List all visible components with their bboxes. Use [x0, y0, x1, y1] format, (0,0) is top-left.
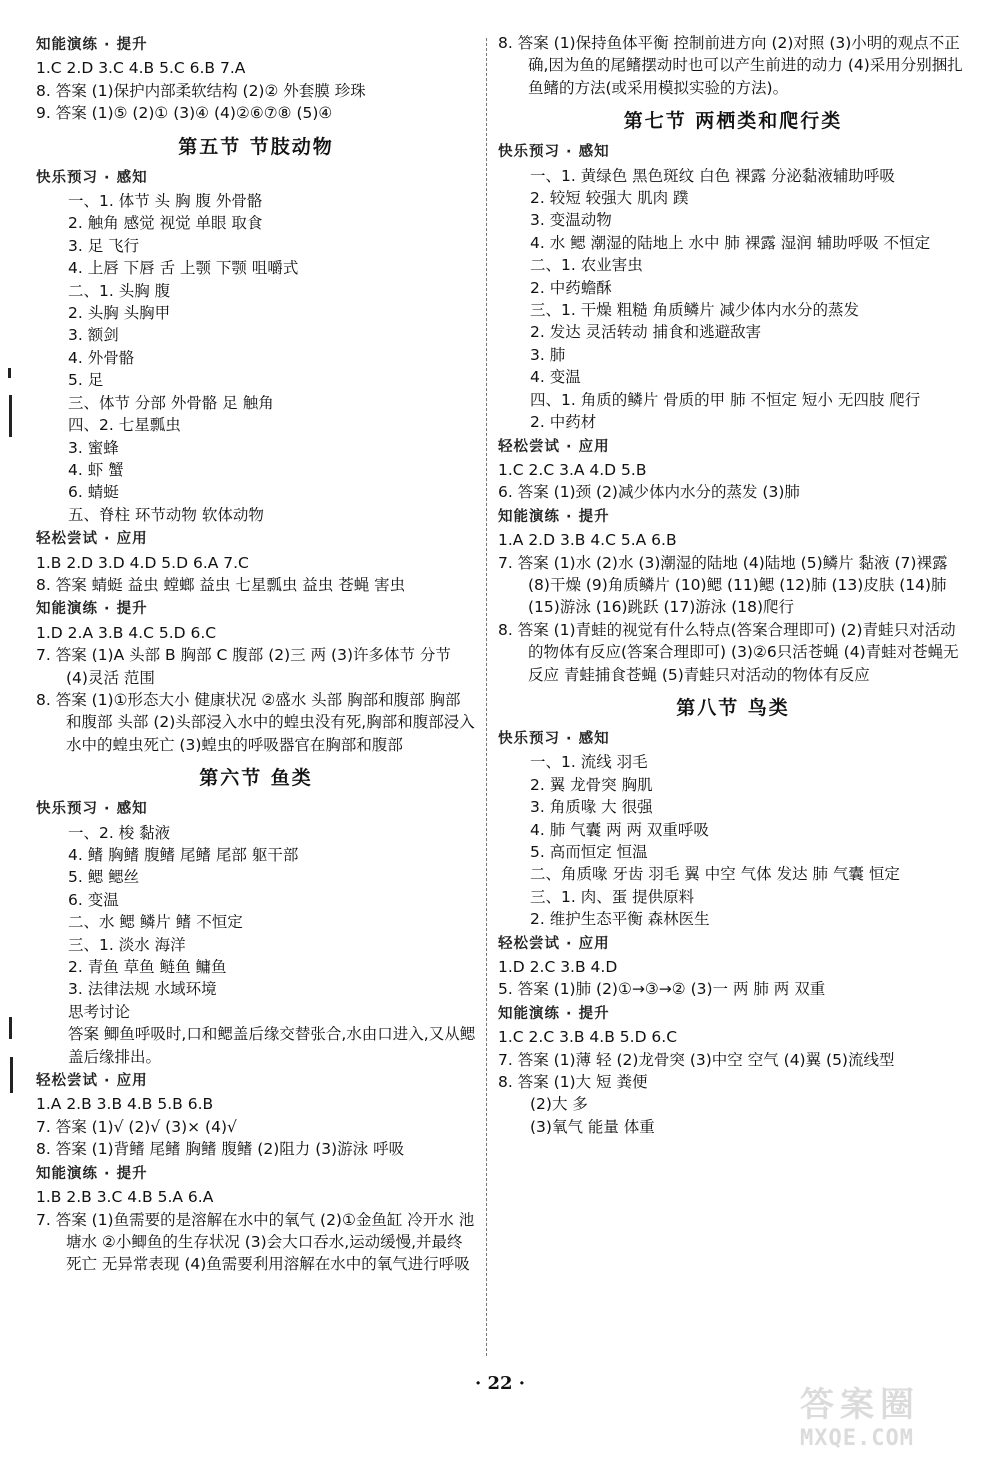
answer-item: 7. 答案 (1)薄 轻 (2)龙骨突 (3)中空 空气 (4)翼 (5)流线型	[498, 1050, 895, 1069]
answer-line: 1.D 2.A 3.B 4.C 5.D 6.C	[36, 623, 217, 642]
section-heading: 知能演练 · 提升	[36, 37, 148, 53]
answer-line: 8. 答案 (1)大 短 粪便	[498, 1073, 648, 1092]
section-heading: 轻松尝试 · 应用	[498, 935, 610, 952]
answer-line: 一、2. 梭 黏液	[68, 823, 171, 842]
answer-line: 1.B 2.D 3.D 4.D 5.D 6.A 7.C	[36, 553, 249, 572]
section-heading: 知能演练 · 提升	[36, 601, 148, 618]
answer-line: 4. 虾 蟹	[68, 460, 124, 479]
answer-paragraph: 一、1. 黄绿色 黑色斑纹 白色 裸露 分泌黏液辅助呼吸	[530, 166, 895, 185]
answer-line: 4. 上唇 下唇 舌 上颚 下颚 咀嚼式	[68, 259, 299, 278]
answer-line: 三、1. 肉、蛋 提供原料	[530, 887, 695, 906]
chapter-title: 第六节 鱼类	[199, 767, 313, 790]
section-heading: 轻松尝试 · 应用	[498, 438, 610, 455]
answer-line: 2. 触角 感觉 视觉 单眼 取食	[68, 214, 263, 233]
section-heading: 快乐预习 · 感知	[498, 730, 610, 747]
answer-line: 4. 肺 气囊 两 两 双重呼吸	[530, 820, 709, 839]
answer-line: 3. 额剑	[68, 326, 119, 345]
page-number: · 22 ·	[474, 1373, 526, 1394]
answer-line: 6. 蜻蜓	[68, 483, 119, 502]
answer-line: 一、1. 体节 头 胸 腹 外骨骼	[68, 192, 263, 211]
answer-item: 7. 答案 (1)鱼需要的是溶解在水中的氧气 (2)①金鱼缸 冷开水 池塘水 ②小鲫鱼的生存状况 (3)会大口吞水,运动缓慢,并最终死亡 无异常表现 (4)鱼需要利用溶解在水中的氧气进行呼吸	[36, 1210, 475, 1274]
answer-line: 三、1. 淡水 海洋	[68, 935, 186, 954]
answer-line: 3. 法律法规 水域环境	[68, 980, 217, 999]
column-divider	[486, 38, 487, 1356]
answer-line: 2. 中药材	[530, 413, 597, 432]
answer-line: 1.C 2.C 3.B 4.B 5.D 6.C	[498, 1028, 678, 1047]
answer-line: 2. 中药蟾酥	[530, 278, 612, 297]
answer-line: 2. 较短 较强大 肌肉 蹼	[530, 189, 689, 208]
answer-line: 5. 高而恒定 恒温	[530, 843, 648, 861]
answer-line: 1.C 2.D 3.C 4.B 5.C 6.B 7.A	[36, 59, 246, 78]
answer-item: 5. 答案 (1)肺 (2)①→③→② (3)一 两 肺 两 双重	[498, 980, 826, 999]
section-heading: 轻松尝试 · 应用	[36, 531, 148, 548]
answer-line: 3. 变温动物	[530, 211, 612, 230]
answer-line: 四、2. 七星瓢虫	[68, 416, 181, 435]
scan-mark	[10, 1057, 13, 1093]
scan-mark	[9, 395, 12, 437]
answer-line: 5. 足	[68, 371, 104, 390]
answer-line: 二、水 鳃 鳞片 鳍 不恒定	[68, 913, 243, 932]
answer-paragraph: 4. 水 鳃 潮湿的陆地上 水中 肺 裸露 湿润 辅助呼吸 不恒定	[530, 233, 931, 252]
answer-line: 6. 变温	[68, 890, 119, 909]
section-heading: 知能演练 · 提升	[498, 1005, 610, 1022]
answer-line: (2)大 多	[530, 1095, 588, 1114]
answer-line: 7. 答案 (1)√ (2)√ (3)× (4)√	[36, 1117, 237, 1136]
chapter-title: 第七节 两栖类和爬行类	[623, 110, 843, 133]
scan-mark	[9, 1017, 12, 1039]
section-heading: 快乐预习 · 感知	[36, 801, 148, 818]
answer-line: 4. 变温	[530, 368, 581, 387]
answer-line: 1.D 2.C 3.B 4.D	[498, 958, 618, 977]
answer-line: 3. 蜜蜂	[68, 438, 119, 457]
chapter-title: 第五节 节肢动物	[178, 135, 334, 158]
answer-line: 2. 维护生态平衡 森林医生	[530, 910, 710, 929]
answer-paragraph: 四、1. 角质的鳞片 骨质的甲 肺 不恒定 短小 无四肢 爬行	[530, 390, 921, 409]
section-heading: 知能演练 · 提升	[36, 1165, 148, 1182]
answer-item: 8. 答案 (1)①形态大小 健康状况 ②盛水 头部 胸部和腹部 胸部和腹部 头部 (2)头部浸入水中的蝗虫没有死,胸部和腹部浸入水中的蝗虫死亡 (3)蝗虫的呼吸器官在胸部和腹部	[36, 690, 475, 754]
answer-item: 8. 答案 蜻蜓 益虫 螳螂 益虫 七星瓢虫 益虫 苍蝇 害虫	[36, 575, 406, 594]
answer-item: 7. 答案 (1)A 头部 B 胸部 C 腹部 (2)三 两 (3)许多体节 分节 (4)灵活 范围	[36, 646, 451, 687]
answer-line: 1.B 2.B 3.C 4.B 5.A 6.A	[36, 1188, 214, 1207]
answer-line: 2. 青鱼 草鱼 鲢鱼 鳙鱼	[68, 958, 227, 977]
answer-line: 三、体节 分部 外骨骼 足 触角	[68, 393, 274, 412]
answer-line: 9. 答案 (1)⑤ (2)① (3)④ (4)②⑥⑦⑧ (5)④	[36, 104, 333, 123]
section-heading: 快乐预习 · 感知	[36, 169, 148, 186]
watermark-bottom: MXQE.COM	[800, 1426, 914, 1451]
answer-line: 3. 角质喙 大 很强	[530, 798, 653, 817]
answer-line: 一、1. 流线 羽毛	[530, 753, 648, 772]
answer-line: 1.A 2.B 3.B 4.B 5.B 6.B	[36, 1095, 214, 1114]
answer-paragraph: 答案 鲫鱼呼吸时,口和鳃盖后缘交替张合,水由口进入,又从鳃盖后缘排出。	[68, 1025, 476, 1066]
answer-line: 五、脊柱 环节动物 软体动物	[68, 505, 264, 524]
chapter-title: 第八节 鸟类	[676, 696, 790, 719]
scan-mark	[8, 368, 11, 378]
right-column	[498, 32, 968, 1138]
answer-line: 2. 头胸 头胸甲	[68, 304, 171, 323]
answer-item: 8. 答案 (1)保持鱼体平衡 控制前进方向 (2)对照 (3)小明的观点不正确,因为鱼的尾鳍摆动时也可以产生前进的动力 (4)采用分别捆扎鱼鳍的方法(或采用模拟实验的方法)。	[498, 34, 963, 97]
answer-line: 二、1. 农业害虫	[530, 256, 643, 275]
watermark	[800, 1377, 990, 1465]
answer-line: 思考讨论	[68, 1002, 131, 1021]
left-column	[36, 32, 476, 1276]
answer-line: 4. 鳍 胸鳍 腹鳍 尾鳍 尾部 躯干部	[68, 846, 299, 864]
answer-line: 1.A 2.D 3.B 4.C 5.A 6.B	[498, 531, 677, 550]
answer-item: 7. 答案 (1)水 (2)水 (3)潮湿的陆地 (4)陆地 (5)鳞片 黏液 (7)裸露 (8)干燥 (9)角质鳞片 (10)鳃 (11)鳃 (12)肺 (13)皮肤 (14)肺 (15)游泳 (16)跳跃 (17)游泳 (18)爬行	[498, 553, 948, 617]
answer-line: 3. 足 飞行	[68, 236, 140, 255]
answer-line: 二、1. 头胸 腹	[68, 281, 171, 300]
answer-line: 8. 答案 (1)保护内部柔软结构 (2)② 外套膜 珍珠	[36, 81, 366, 100]
answer-paragraph: 二、角质喙 牙齿 羽毛 翼 中空 气体 发达 肺 气囊 恒定	[530, 865, 900, 884]
answer-line: 1.C 2.C 3.A 4.D 5.B	[498, 460, 647, 479]
answer-item: 8. 答案 (1)背鳍 尾鳍 胸鳍 腹鳍 (2)阻力 (3)游泳 呼吸	[36, 1140, 405, 1159]
answer-line: 3. 肺	[530, 345, 566, 364]
answer-line: 4. 外骨骼	[68, 348, 135, 367]
answer-line: 三、1. 干燥 粗糙 角质鳞片 减少体内水分的蒸发	[530, 301, 859, 320]
section-heading: 轻松尝试 · 应用	[36, 1073, 148, 1090]
watermark-top: 答案圈	[800, 1385, 920, 1425]
section-heading: 快乐预习 · 感知	[498, 144, 610, 161]
answer-item: 8. 答案 (1)青蛙的视觉有什么特点(答案合理即可) (2)青蛙只对活动的物体有反应(答案合理即可) (3)②6只活苍蝇 (4)青蛙对苍蝇无反应 青蛙捕食苍蝇 (5)青蛙只对活动的物体有反应	[498, 620, 959, 684]
answer-line: (3)氧气 能量 体重	[530, 1117, 655, 1136]
answer-line: 2. 发达 灵活转动 捕食和逃避敌害	[530, 323, 762, 342]
answer-line: 5. 鳃 鳃丝	[68, 868, 140, 887]
answer-line: 2. 翼 龙骨突 胸肌	[530, 775, 653, 794]
section-heading: 知能演练 · 提升	[498, 508, 610, 525]
answer-line: 6. 答案 (1)颈 (2)减少体内水分的蒸发 (3)肺	[498, 483, 800, 502]
